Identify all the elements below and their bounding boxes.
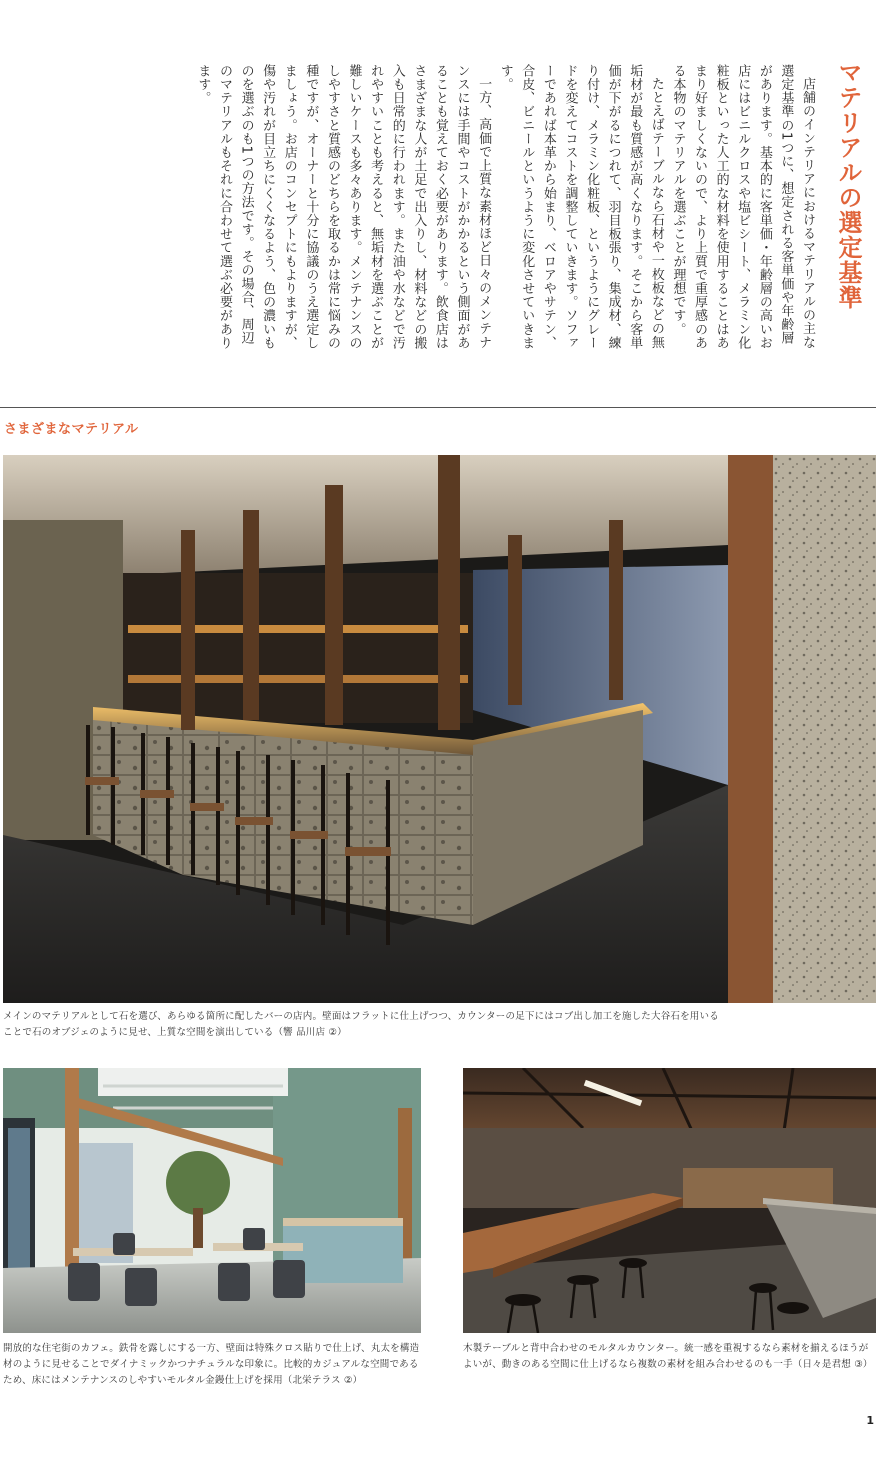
cafe-photo: [3, 1068, 421, 1333]
article-body: [0, 64, 818, 354]
article-paragraph: たとえばテーブルなら石材や一枚板などの無垢材が最も質感が高くなります。そこから客単価が下がるにつれて、羽目板張り、集成材、練り付け、メラミン化粧板、というようにグレードを変えてコストを調整していきます。ソファーであれば本革から始まり、ベロアやサテン、合皮、ビニールというように変化させていきます。: [497, 64, 664, 350]
article-paragraph: 店舗のインテリアにおけるマテリアルの主な選定基準の1つに、想定される客単価や年齢層があります。基本的に客単価・年齢層の高いお店にはビニルクロスや塩ビシート、メラミン化粧板といった人工的な材料を使用することはあまり好ましくないので、より上質で重厚感のある本物のマテリアルを選ぶことが理想です。: [670, 64, 815, 350]
page-number: 1: [866, 1414, 874, 1427]
section-title: さまざまなマテリアル: [4, 422, 139, 437]
cafe-photo-caption: 開放的な住宅街のカフェ。鉄骨を露しにする一方、壁面は特殊クロス貼りで仕上げ、丸太を構造材のように見せることでダイナミックかつナチュラルな印象に。比較的カジュアルな空間であるため、床にはメンテナンスのしやすいモルタル金鏝仕上げを採用（北栄テラス ②）: [3, 1343, 420, 1386]
restaurant-photo: [463, 1068, 876, 1333]
restaurant-photo-caption: 木製テーブルと背中合わせのモルタルカウンター。統一感を重視するなら素材を揃えるほうがよいが、動きのある空間に仕上げるなら複数の素材を組み合わせるのも一手（日々是君想 ③）: [463, 1343, 873, 1370]
article-paragraph: 一方、高価で上質な素材ほど日々のメンテナンスには手間やコストがかかるという側面があることも覚えておく必要があります。飲食店はさまざまな人が土足で出入りし、材料などの搬入も日常的に行われます。また油や水などで汚れやすいことも考えると、無垢材を選ぶことが難しいケースも多々あります。メンテナンスのしやすさと質感のどちらを取るかは常に悩みの種ですが、オーナーと十分に協議のうえ選定しましょう。お店のコンセプトにもよりますが、傷や汚れが目立ちにくくなるよう、色の濃いものを選ぶのも1つの方法です。その場合、周辺のマテリアルもそれに合わせて選ぶ必要があります。: [195, 64, 492, 350]
article-title: マテリアルの選定基準: [834, 60, 863, 310]
bar-interior-photo: [3, 455, 876, 1003]
main-photo-caption: メインのマテリアルとして石を選び、あらゆる箇所に配したバーの店内。壁面はフラットに仕上げつつ、カウンターの足下にはコブ出し加工を施した大谷石を用いることで石のオブジェのように見せ、上質な空間を演出している（響 品川店 ②）: [3, 1011, 719, 1038]
section-divider: [0, 407, 876, 408]
